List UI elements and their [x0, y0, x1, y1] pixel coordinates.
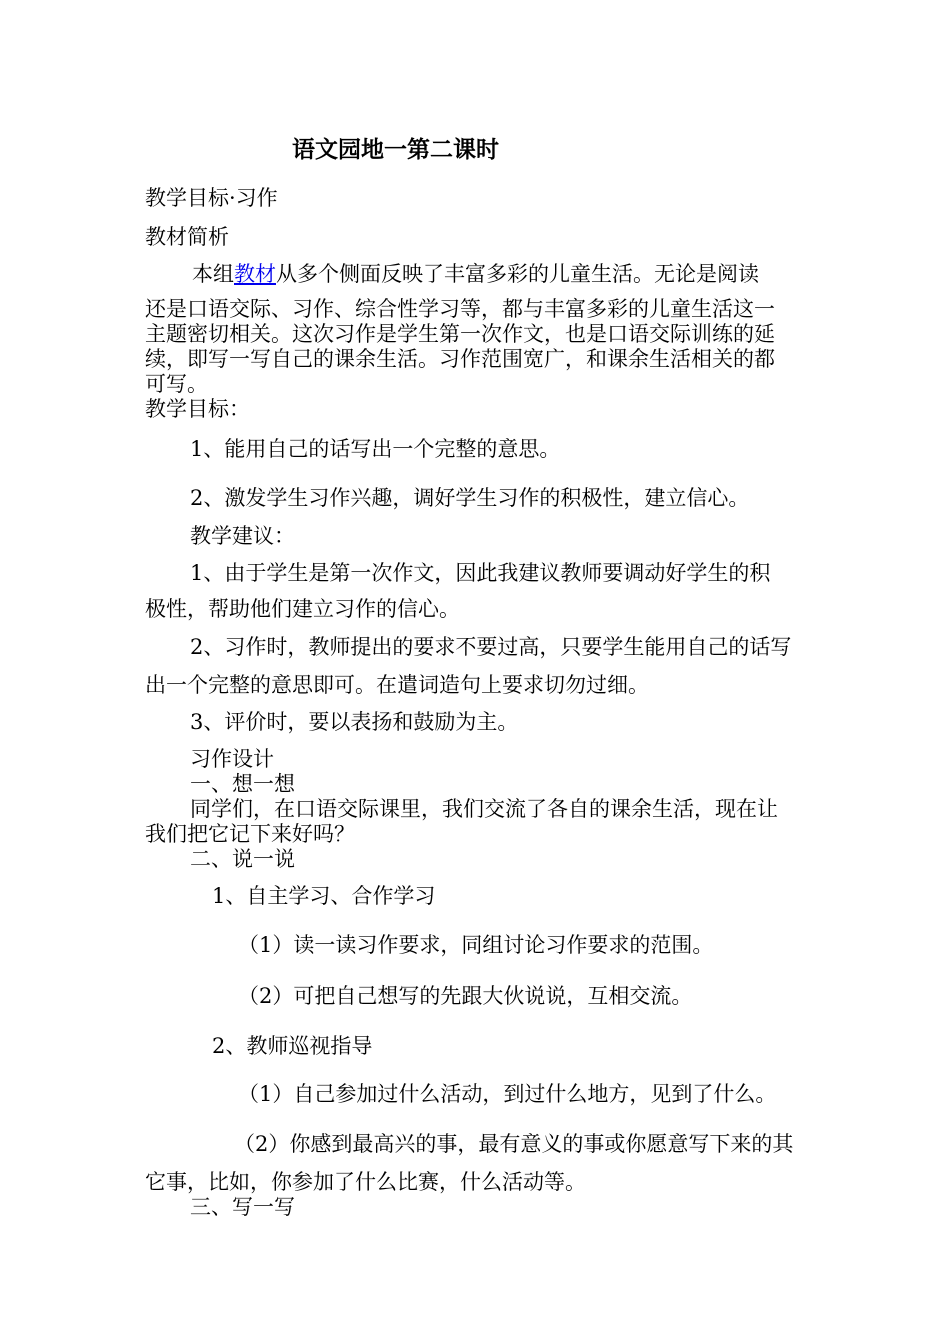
suggestion-1-line-1: 1、由于学生是第一次作文，因此我建议教师要调动好学生的积 — [190, 561, 771, 585]
part-1-heading: 一、想一想 — [190, 772, 295, 796]
design-heading: 习作设计 — [190, 747, 274, 771]
step-1-a: （1）读一读习作要求，同组讨论习作要求的范围。 — [238, 933, 714, 957]
suggestion-2-line-2: 出一个完整的意思即可。在遣词造句上要求切勿过细。 — [145, 673, 649, 697]
heading-teaching-goal: 教学目标·习作 — [145, 186, 278, 210]
part-3-heading: 三、写一写 — [190, 1195, 295, 1219]
step-1-b: （2）可把自己想写的先跟大伙说说，互相交流。 — [238, 984, 693, 1008]
goal-item-1: 1、能用自己的话写出一个完整的意思。 — [190, 437, 561, 461]
part-1-line-2: 我们把它记下来好吗？ — [145, 822, 355, 846]
page-title: 语文园地一第二课时 — [292, 136, 499, 163]
intro-line-1 — [192, 262, 759, 286]
step-2-a: （1）自己参加过什么活动，到过什么地方，见到了什么。 — [238, 1082, 777, 1106]
step-2: 2、教师巡视指导 — [212, 1034, 373, 1058]
part-2-heading: 二、说一说 — [190, 847, 295, 871]
suggestion-2-line-1: 2、习作时，教师提出的要求不要过高，只要学生能用自己的话写 — [190, 635, 792, 659]
goals-heading: 教学目标： — [145, 397, 250, 421]
step-2-b-line-1: （2）你感到最高兴的事，最有意义的事或你愿意写下来的其 — [234, 1132, 794, 1156]
suggestions-heading: 教学建议： — [190, 524, 295, 548]
intro-prefix: 本组 — [192, 262, 234, 286]
intro-line-5: 可写。 — [145, 372, 208, 396]
part-1-line-1: 同学们，在口语交际课里，我们交流了各自的课余生活，现在让 — [190, 797, 778, 821]
step-2-b-line-2: 它事，比如，你参加了什么比赛，什么活动等。 — [145, 1170, 586, 1194]
intro-line-2: 还是口语交际、习作、综合性学习等，都与丰富多彩的儿童生活这一 — [145, 297, 775, 321]
intro-line-3: 主题密切相关。这次习作是学生第一次作文，也是口语交际训练的延 — [145, 322, 775, 346]
material-link[interactable]: 教材 — [234, 262, 276, 286]
heading-material-analysis: 教材简析 — [145, 225, 229, 249]
suggestion-3: 3、评价时，要以表扬和鼓励为主。 — [190, 710, 519, 734]
suggestion-1-line-2: 极性，帮助他们建立习作的信心。 — [145, 597, 460, 621]
goal-item-2: 2、激发学生习作兴趣，调好学生习作的积极性，建立信心。 — [190, 486, 750, 510]
intro-line-1-rest: 从多个侧面反映了丰富多彩的儿童生活。无论是阅读 — [276, 262, 759, 286]
intro-line-4: 续，即写一写自己的课余生活。习作范围宽广，和课余生活相关的都 — [145, 347, 775, 371]
step-1: 1、自主学习、合作学习 — [212, 884, 436, 908]
